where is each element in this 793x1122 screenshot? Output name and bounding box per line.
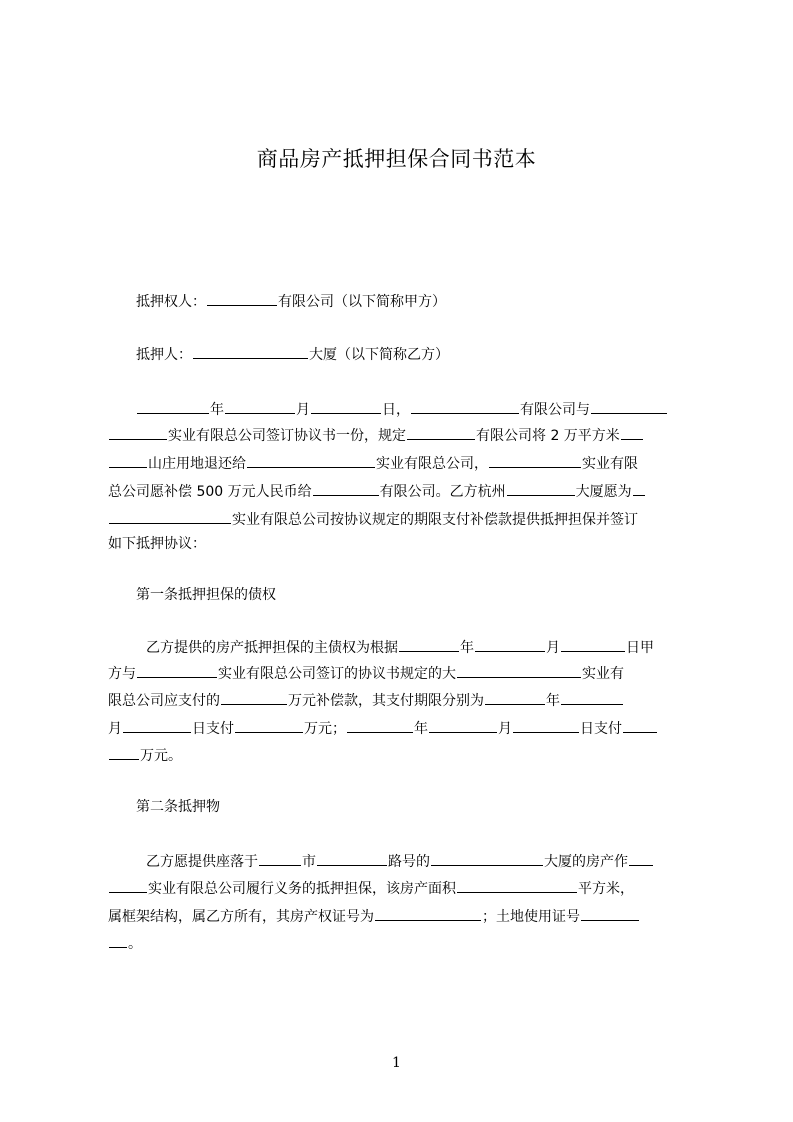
article-text: 。: [128, 936, 142, 952]
article-2-line-3: [108, 905, 700, 927]
blank-field: [137, 398, 209, 414]
preamble-text: 总公司愿补偿 500 万元人民币给: [108, 484, 312, 500]
preamble-text: 如下抵押协议：: [108, 536, 206, 552]
article-text: 路号的: [388, 854, 430, 870]
blank-field: [591, 398, 667, 414]
blank-field: [109, 932, 127, 948]
article-text: 月: [108, 721, 122, 737]
article-text: 方与: [108, 666, 136, 682]
article-text: 平方米，: [578, 881, 634, 897]
article-text: 市: [302, 854, 316, 870]
article-1-heading: 第一条抵押担保的债权: [136, 587, 276, 603]
blank-field: [489, 452, 581, 468]
preamble-line-3: [108, 452, 700, 474]
blank-field: [513, 717, 579, 733]
mortgagor-suffix: 大厦（以下简称乙方）: [309, 347, 449, 363]
article-text: ；土地使用证号: [482, 909, 580, 925]
blank-field: [561, 689, 623, 705]
article-text: 属框架结构，属乙方所有，其房产权证号为: [108, 909, 374, 925]
blank-field: [407, 424, 475, 440]
article-text: 日支付: [580, 721, 622, 737]
blank-field: [259, 850, 301, 866]
article-text: 年: [414, 721, 428, 737]
blank-field: [109, 508, 231, 524]
blank-field: [623, 717, 657, 733]
article-text: 日支付: [192, 721, 234, 737]
blank-field: [457, 877, 577, 893]
blank-field: [629, 850, 653, 866]
preamble-text: 大厦愿为: [575, 484, 632, 500]
blank-field: [109, 424, 167, 440]
blank-field: [137, 662, 217, 678]
blank-field: [399, 636, 459, 652]
article-text: 乙方愿提供座落于: [146, 854, 258, 870]
article-2-line-4: [108, 932, 700, 954]
article-1-line-5: [108, 744, 700, 766]
article-text: 月: [498, 721, 512, 737]
blank-field: [621, 424, 643, 440]
preamble-text: 实业有限总公司签订协议书一份，规定: [168, 428, 406, 444]
article-text: 乙方提供的房产抵押担保的主债权为根据: [146, 640, 398, 656]
blank-field: [429, 717, 497, 733]
blank-field: [207, 290, 277, 306]
blank-field: [313, 480, 379, 496]
article-text: 年: [460, 640, 474, 656]
preamble-line-1: [136, 398, 700, 420]
mortgagee-label: 抵押权人：: [136, 294, 206, 310]
preamble-line-4: [108, 480, 700, 502]
article-1-line-3: [108, 689, 700, 711]
mortgagor-line: [136, 343, 700, 365]
article-text: 实业有: [582, 666, 624, 682]
blank-field: [633, 480, 645, 496]
article-text: 大厦的房产作: [544, 854, 628, 870]
article-text: 万元；: [304, 721, 346, 737]
article-text: 月: [546, 640, 560, 656]
blank-field: [581, 905, 639, 921]
preamble-line-5: [108, 508, 700, 530]
blank-field: [221, 689, 287, 705]
blank-field: [109, 744, 139, 760]
preamble-text: 年: [210, 402, 224, 418]
article-text: 年: [546, 693, 560, 709]
blank-field: [225, 398, 295, 414]
blank-field: [507, 480, 575, 496]
article-1-line-2: [108, 662, 700, 684]
mortgagee-line: [136, 290, 700, 312]
blank-field: [485, 689, 545, 705]
mortgagee-suffix: 有限公司（以下简称甲方）: [278, 294, 446, 310]
article-1-line-1: [146, 636, 700, 658]
blank-field: [109, 452, 147, 468]
preamble-text: 日，: [382, 402, 410, 418]
blank-field: [311, 398, 381, 414]
blank-field: [411, 398, 519, 414]
blank-field: [347, 717, 413, 733]
article-1-line-4: [108, 717, 700, 739]
preamble-line-2: [108, 424, 700, 446]
article-text: 实业有限总公司签订的协议书规定的大: [218, 666, 456, 682]
preamble-text: 月: [296, 402, 310, 418]
blank-field: [247, 452, 375, 468]
preamble-text: 山庄用地退还给: [148, 456, 246, 472]
preamble-text: 有限公司与: [520, 402, 590, 418]
article-text: 万元。: [140, 748, 182, 764]
blank-field: [475, 636, 545, 652]
blank-field: [109, 877, 147, 893]
preamble-text: 有限公司将 2 万平方米: [476, 428, 620, 444]
preamble-text: 实业有限总公司按协议规定的期限支付补偿款提供抵押担保并签订: [232, 512, 638, 528]
article-text: 日甲: [626, 640, 654, 656]
page-number: 1: [392, 1055, 401, 1071]
blank-field: [123, 717, 191, 733]
document-title: 商品房产抵押担保合同书范本: [256, 147, 537, 171]
article-2-line-2: [108, 877, 700, 899]
article-2-heading: 第二条抵押物: [136, 799, 220, 815]
preamble-text: 实业有限总公司，: [376, 456, 488, 472]
blank-field: [457, 662, 581, 678]
article-text: 限总公司应支付的: [108, 693, 220, 709]
mortgagor-label: 抵押人：: [136, 347, 192, 363]
article-text: 实业有限总公司履行义务的抵押担保，该房产面积: [148, 881, 456, 897]
preamble-text: 有限公司。乙方杭州: [379, 484, 506, 500]
blank-field: [235, 717, 303, 733]
blank-field: [193, 343, 308, 359]
blank-field: [317, 850, 387, 866]
preamble-text: 实业有限: [582, 456, 638, 472]
blank-field: [375, 905, 481, 921]
preamble-line-6: [108, 534, 700, 554]
blank-field: [561, 636, 625, 652]
article-text: 万元补偿款，其支付期限分别为: [288, 693, 484, 709]
blank-field: [431, 850, 543, 866]
article-2-line-1: [146, 850, 700, 872]
